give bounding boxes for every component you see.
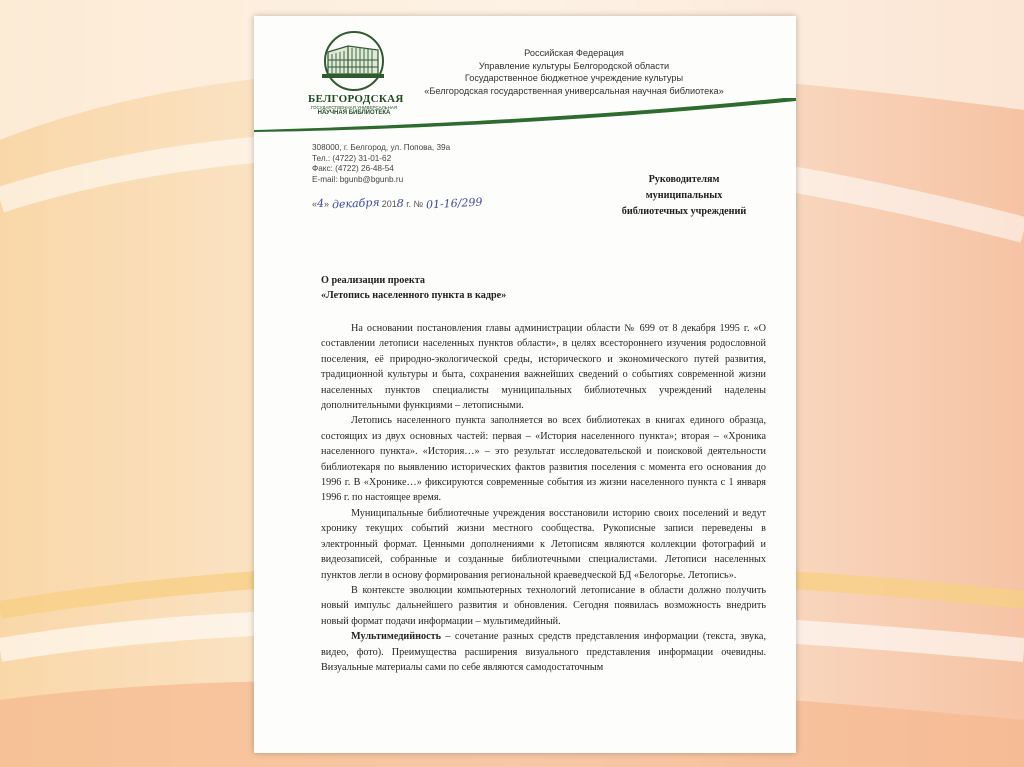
subject-line-2: «Летопись населенного пункта в кадре» [321,290,507,301]
header-divider [254,96,796,132]
reg-number: 01-16/299 [425,195,483,212]
document-page [254,16,796,753]
body-paragraph-5-text: – сочетание разных средств представления информации (текста, звука, видео, фото). Преимущества расширения визуального представления информации очевидны. Визуальные материалы сами по себе являются самодостаточным [321,631,766,673]
reg-day: 4 [316,196,325,211]
organization-header [424,47,724,97]
reg-month: декабря [331,195,380,212]
addressee-line-3: библиотечных учреждений [621,206,747,217]
addressee-line-1: Руководителям [648,174,720,185]
addressee-line-2: муниципальных [645,190,723,201]
contact-fax: Факс: (4722) 26-48-54 [312,164,394,174]
body-paragraph-1: На основании постановления главы администрации области № 699 от 8 декабря 1995 г. «О составлении летописи населенных пунктов области», в целях всестороннего изучения родословной поселения, её природно-экологической среды, исторического и экономического путей развития, традиционной культуры и быта, сохранения важнейших сведений о событиях современной жизни населенных пунктов специалисты муниципальных библиотечных учреждений наделены дополнительными функциями – летописными. [321,323,766,412]
logo-name: БЕЛГОРОДСКАЯ [308,93,404,105]
subject-line-1: О реализации проекта [321,275,426,286]
header-line-3: Государственное бюджетное учреждение культуры [464,73,684,83]
header-line-2: Управление культуры Белгородской области [478,60,670,71]
logo-subtitle: ГОСУДАРСТВЕННАЯ УНИВЕРСАЛЬНАЯ [310,105,398,110]
registration-line [312,197,482,210]
body-paragraph-4: В контексте эволюции компьютерных технологий летописание в области должно получить новый импульс дальнейшего развития и обновления. Сегодня появилась возможность внедрить новый формат подачи информации – мультимедийный. [321,584,766,627]
letter-body [321,321,766,675]
body-paragraph-2: Летопись населенного пункта заполняется во всех библиотеках в книгах единого образца, состоящих из двух основных частей: первая – «История населенного пункта»; вторая – «Хроника населенного пункта». «История…» – это результат исследовательской и поисковой деятельности библиотекаря по выявлению исторических фактов развития поселения с момента его основания до 1996 г. В «Хронике…» фиксируются современные события из жизни населенного пункта с 1 января 1996 г. по настоящее время. [321,415,766,504]
header-line-1: Российская Федерация [524,48,624,58]
header-line-4: «Белгородская государственная универсальная научная библиотека» [424,85,724,96]
quote-close: » [324,199,330,209]
contact-address: 308000, г. Белгород, ул. Попова, 39а [312,143,451,152]
reg-year-digit: 8 [396,197,404,210]
library-building-icon [308,30,400,92]
body-paragraph-5 [321,629,766,675]
contact-email: E-mail: bgunb@bgunb.ru [312,174,404,184]
term-multimedia: Мультимедийность [351,631,442,643]
contact-block [312,143,450,185]
letter-subject [321,273,506,303]
addressee-block [599,172,769,220]
reg-year-prefix: 201 [381,199,397,209]
quote-open: « [312,199,318,209]
contact-phone: Тел.: (4722) 31-01-62 [312,153,392,163]
logo-subtitle-2: НАУЧНАЯ БИБЛИОТЕКА [317,110,391,116]
body-paragraph-3: Муниципальные библиотечные учреждения восстановили историю своих поселений и ведут хронику текущих событий жизни местного сообщества. Рукописные записи переведены в электронный формат. Ценными дополнениями к Летописям являются коллекции фотографий и видеозаписей, собранные и созданные библиотечными специалистами. Летописи населенных пунктов легли в основу формирования региональной краеведческой БД «Белогорье. Летопись». [321,507,766,581]
reg-number-label: г. № [406,199,424,209]
